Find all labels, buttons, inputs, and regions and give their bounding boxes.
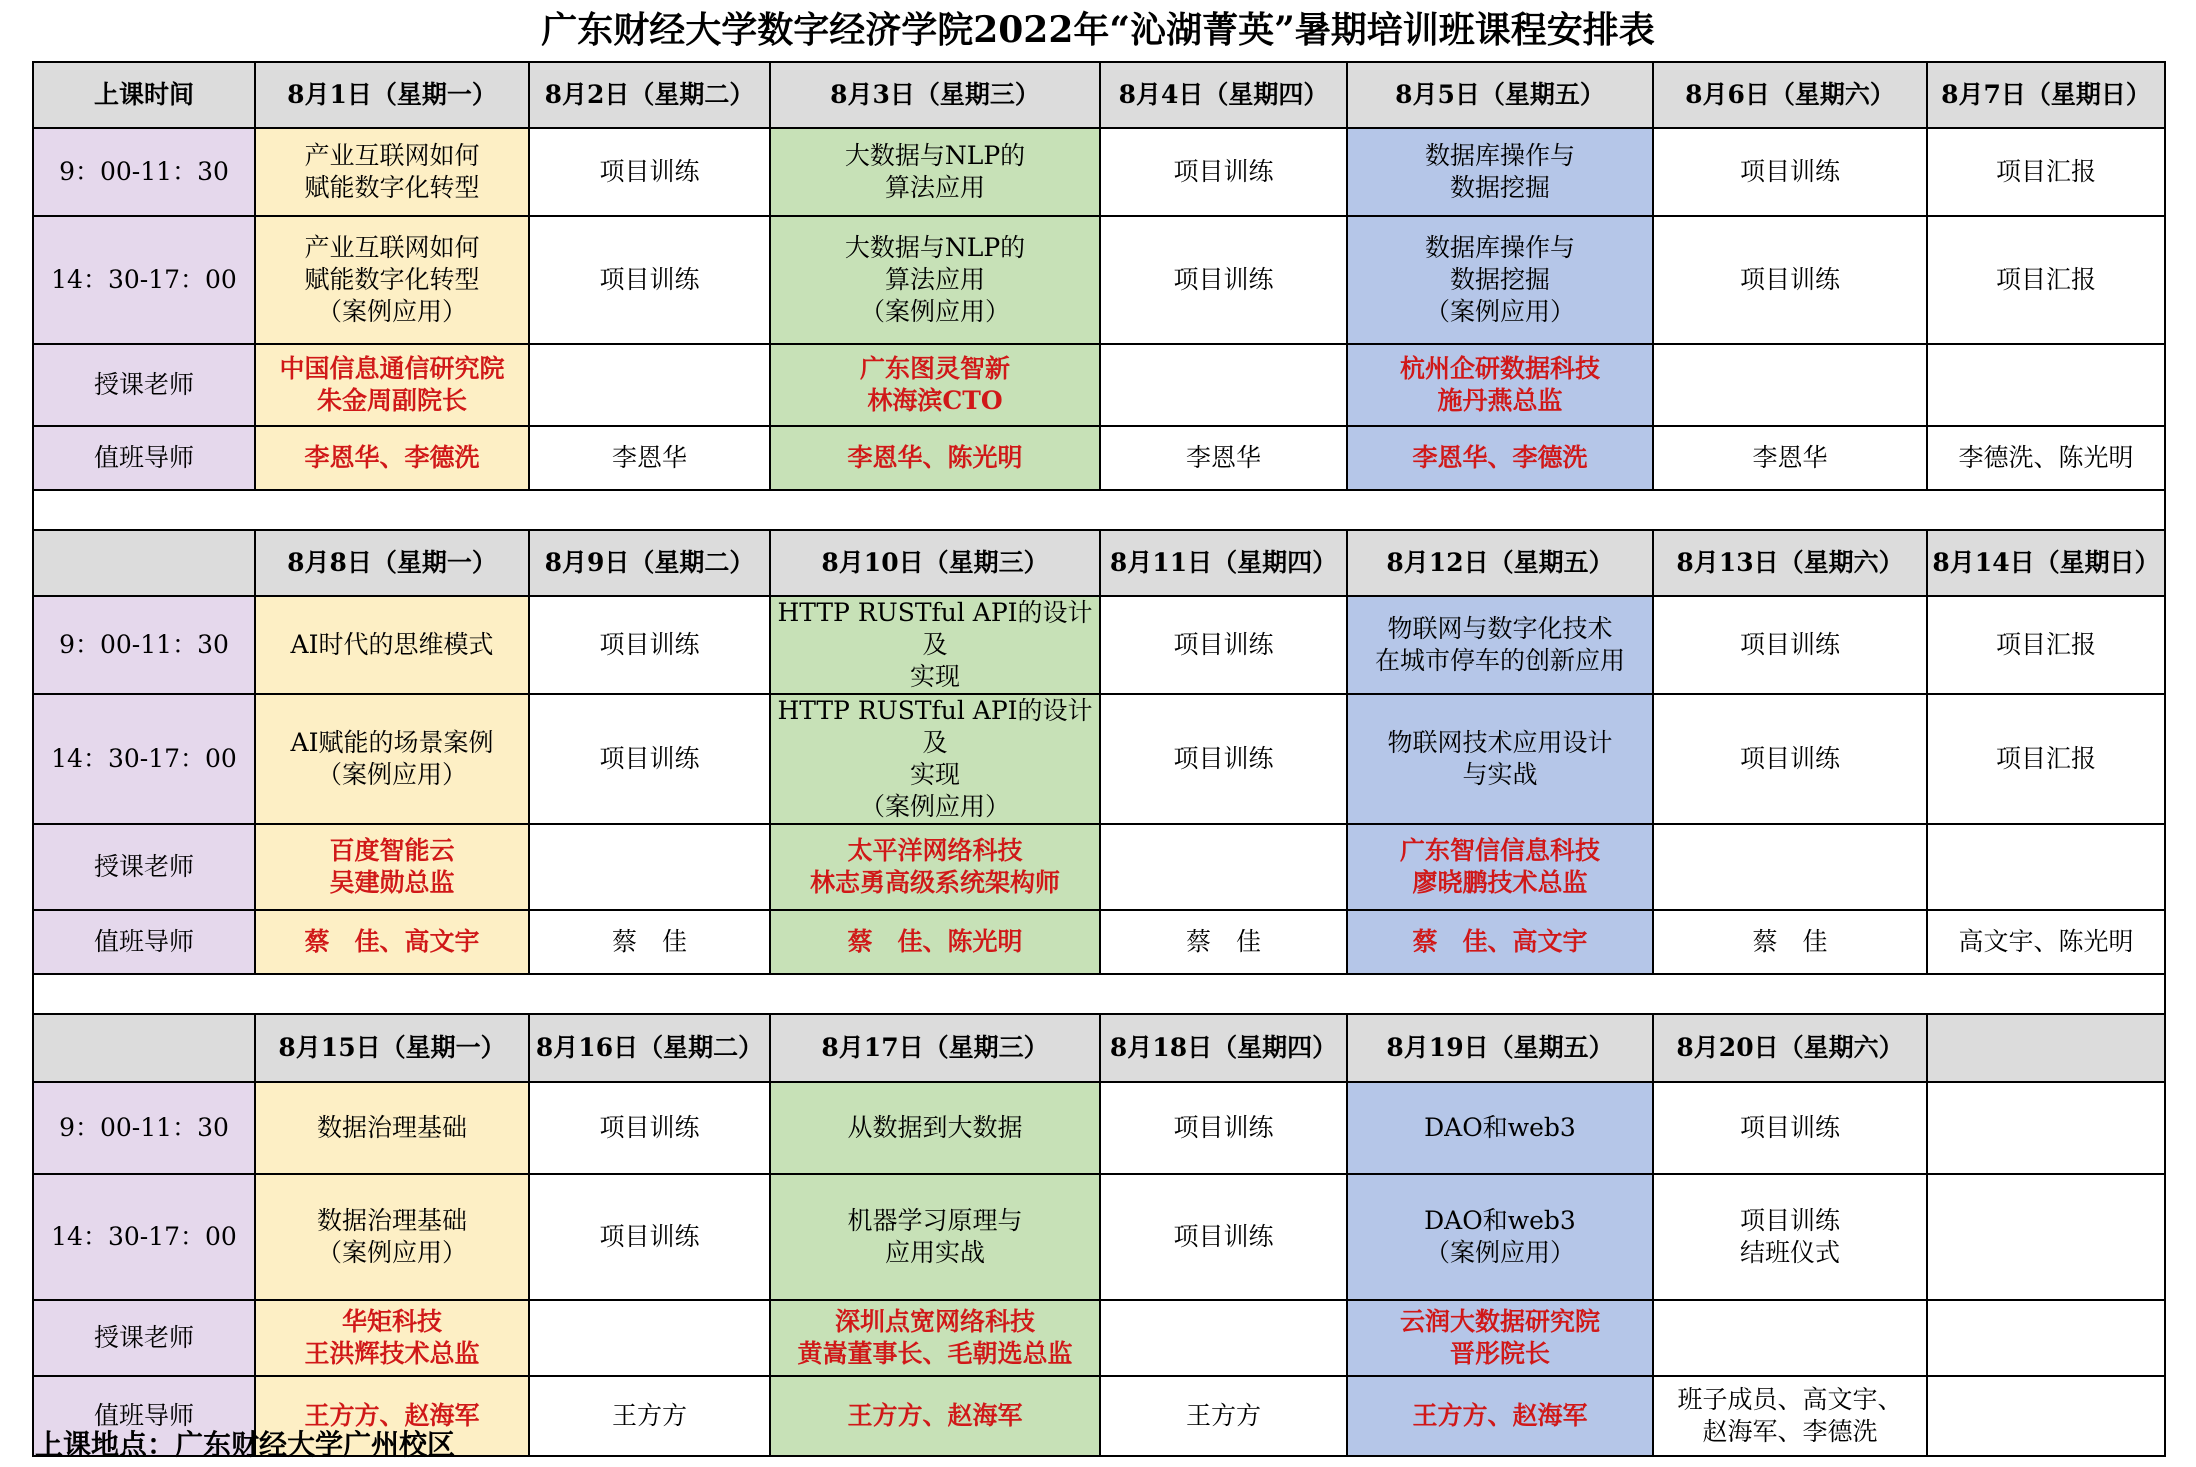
tutor-cell: 蔡 佳 xyxy=(1653,910,1927,974)
morning-label: 9：00-11：30 xyxy=(33,596,255,694)
date-cell: 8月14日（星期日） xyxy=(1927,530,2165,596)
afternoon-cell: 项目训练 结班仪式 xyxy=(1653,1174,1927,1300)
teacher-cell: 太平洋网络科技 林志勇高级系统架构师 xyxy=(770,824,1100,910)
tutor-cell: 蔡 佳、高文宇 xyxy=(255,910,529,974)
tutor-label: 值班导师 xyxy=(33,910,255,974)
morning-cell: 项目训练 xyxy=(1100,1082,1347,1174)
tutor-cell: 王方方 xyxy=(1100,1376,1347,1456)
morning-cell: 大数据与NLP的 算法应用 xyxy=(770,128,1100,216)
morning-cell: 数据治理基础 xyxy=(255,1082,529,1174)
afternoon-cell: 项目汇报 xyxy=(1927,216,2165,344)
teacher-cell xyxy=(1927,344,2165,426)
date-cell: 8月6日（星期六） xyxy=(1653,62,1927,128)
morning-cell: 数据库操作与 数据挖掘 xyxy=(1347,128,1653,216)
morning-row xyxy=(33,596,2165,694)
date-cell: 8月10日（星期三） xyxy=(770,530,1100,596)
morning-cell: 项目训练 xyxy=(529,128,770,216)
morning-cell xyxy=(1927,1082,2165,1174)
tutor-cell: 王方方 xyxy=(529,1376,770,1456)
afternoon-cell: 项目训练 xyxy=(529,694,770,824)
tutor-cell: 李恩华、李德洗 xyxy=(255,426,529,490)
time-header-cell xyxy=(33,1014,255,1082)
date-cell: 8月16日（星期二） xyxy=(529,1014,770,1082)
morning-cell: 项目汇报 xyxy=(1927,128,2165,216)
week-spacer-row xyxy=(33,974,2165,1014)
morning-cell: 项目汇报 xyxy=(1927,596,2165,694)
date-cell: 8月18日（星期四） xyxy=(1100,1014,1347,1082)
teacher-cell xyxy=(529,1300,770,1376)
morning-cell: DAO和web3 xyxy=(1347,1082,1653,1174)
week-spacer-row xyxy=(33,490,2165,530)
morning-cell: 产业互联网如何 赋能数字化转型 xyxy=(255,128,529,216)
time-header-cell: 上课时间 xyxy=(33,62,255,128)
time-header-cell xyxy=(33,530,255,596)
teacher-cell xyxy=(529,344,770,426)
spacer-cell xyxy=(33,490,2165,530)
tutor-cell: 李恩华 xyxy=(1100,426,1347,490)
teacher-cell xyxy=(1653,344,1927,426)
afternoon-cell: 数据治理基础 （案例应用） xyxy=(255,1174,529,1300)
teacher-cell: 广东智信信息科技 廖晓鹏技术总监 xyxy=(1347,824,1653,910)
afternoon-cell: 项目训练 xyxy=(529,1174,770,1300)
afternoon-cell: DAO和web3 （案例应用） xyxy=(1347,1174,1653,1300)
afternoon-cell: 数据库操作与 数据挖掘 （案例应用） xyxy=(1347,216,1653,344)
date-cell: 8月8日（星期一） xyxy=(255,530,529,596)
date-cell: 8月11日（星期四） xyxy=(1100,530,1347,596)
tutor-cell: 蔡 佳 xyxy=(529,910,770,974)
morning-row xyxy=(33,1082,2165,1174)
afternoon-cell: 项目训练 xyxy=(1653,216,1927,344)
afternoon-cell: 项目训练 xyxy=(1100,216,1347,344)
afternoon-cell: 项目训练 xyxy=(529,216,770,344)
morning-cell: AI时代的思维模式 xyxy=(255,596,529,694)
afternoon-cell: 项目汇报 xyxy=(1927,694,2165,824)
tutor-cell xyxy=(1927,1376,2165,1456)
tutor-label: 值班导师 xyxy=(33,1376,255,1456)
afternoon-row xyxy=(33,694,2165,824)
teacher-row xyxy=(33,1300,2165,1376)
date-cell: 8月12日（星期五） xyxy=(1347,530,1653,596)
date-cell: 8月15日（星期一） xyxy=(255,1014,529,1082)
teacher-cell: 杭州企研数据科技 施丹燕总监 xyxy=(1347,344,1653,426)
tutor-cell: 蔡 佳 xyxy=(1100,910,1347,974)
teacher-cell xyxy=(1653,1300,1927,1376)
date-header-row xyxy=(33,62,2165,128)
teacher-cell: 广东图灵智新 林海滨CTO xyxy=(770,344,1100,426)
teacher-cell xyxy=(1100,1300,1347,1376)
teacher-label: 授课老师 xyxy=(33,824,255,910)
afternoon-cell xyxy=(1927,1174,2165,1300)
tutor-cell: 蔡 佳、陈光明 xyxy=(770,910,1100,974)
tutor-cell: 李恩华 xyxy=(1653,426,1927,490)
morning-cell: 从数据到大数据 xyxy=(770,1082,1100,1174)
page-title: 广东财经大学数字经济学院2022年“沁湖菁英”暑期培训班课程安排表 xyxy=(541,9,1655,51)
tutor-cell: 王方方、赵海军 xyxy=(770,1376,1100,1456)
morning-cell: 项目训练 xyxy=(1653,596,1927,694)
tutor-cell: 李恩华 xyxy=(529,426,770,490)
teacher-row xyxy=(33,344,2165,426)
morning-cell: 项目训练 xyxy=(1653,128,1927,216)
morning-cell: 项目训练 xyxy=(1100,596,1347,694)
morning-cell: 项目训练 xyxy=(529,1082,770,1174)
morning-cell: 物联网与数字化技术 在城市停车的创新应用 xyxy=(1347,596,1653,694)
date-cell: 8月3日（星期三） xyxy=(770,62,1100,128)
afternoon-cell: HTTP RUSTful API的设计及 实现 （案例应用） xyxy=(770,694,1100,824)
afternoon-label: 14：30-17：00 xyxy=(33,694,255,824)
date-cell: 8月20日（星期六） xyxy=(1653,1014,1927,1082)
afternoon-cell: 产业互联网如何 赋能数字化转型 （案例应用） xyxy=(255,216,529,344)
teacher-label: 授课老师 xyxy=(33,344,255,426)
afternoon-cell: 物联网技术应用设计 与实战 xyxy=(1347,694,1653,824)
teacher-cell xyxy=(529,824,770,910)
schedule-table xyxy=(32,61,2166,1457)
date-cell: 8月2日（星期二） xyxy=(529,62,770,128)
date-cell: 8月9日（星期二） xyxy=(529,530,770,596)
morning-row xyxy=(33,128,2165,216)
afternoon-cell: 项目训练 xyxy=(1653,694,1927,824)
teacher-cell: 深圳点宽网络科技 黄嵩董事长、毛朝选总监 xyxy=(770,1300,1100,1376)
date-cell xyxy=(1927,1014,2165,1082)
teacher-cell: 云润大数据研究院 晋彤院长 xyxy=(1347,1300,1653,1376)
teacher-row xyxy=(33,824,2165,910)
spacer-cell xyxy=(33,974,2165,1014)
date-cell: 8月17日（星期三） xyxy=(770,1014,1100,1082)
teacher-cell: 华矩科技 王洪辉技术总监 xyxy=(255,1300,529,1376)
teacher-cell xyxy=(1927,1300,2165,1376)
afternoon-label: 14：30-17：00 xyxy=(33,1174,255,1300)
morning-cell: 项目训练 xyxy=(529,596,770,694)
tutor-cell: 高文宇、陈光明 xyxy=(1927,910,2165,974)
tutor-row xyxy=(33,910,2165,974)
date-cell: 8月4日（星期四） xyxy=(1100,62,1347,128)
date-header-row xyxy=(33,530,2165,596)
tutor-cell: 蔡 佳、高文宇 xyxy=(1347,910,1653,974)
date-cell: 8月1日（星期一） xyxy=(255,62,529,128)
tutor-label: 值班导师 xyxy=(33,426,255,490)
tutor-cell: 李恩华、李德洗 xyxy=(1347,426,1653,490)
afternoon-row xyxy=(33,1174,2165,1300)
date-cell: 8月13日（星期六） xyxy=(1653,530,1927,596)
afternoon-cell: 项目训练 xyxy=(1100,1174,1347,1300)
morning-cell: HTTP RUSTful API的设计及 实现 xyxy=(770,596,1100,694)
afternoon-row xyxy=(33,216,2165,344)
morning-cell: 项目训练 xyxy=(1653,1082,1927,1174)
afternoon-label: 14：30-17：00 xyxy=(33,216,255,344)
tutor-cell: 王方方、赵海军 xyxy=(255,1376,529,1456)
afternoon-cell: AI赋能的场景案例 （案例应用） xyxy=(255,694,529,824)
morning-cell: 项目训练 xyxy=(1100,128,1347,216)
teacher-cell xyxy=(1100,824,1347,910)
morning-label: 9：00-11：30 xyxy=(33,128,255,216)
teacher-cell xyxy=(1653,824,1927,910)
afternoon-cell: 项目训练 xyxy=(1100,694,1347,824)
date-cell: 8月7日（星期日） xyxy=(1927,62,2165,128)
teacher-cell: 中国信息通信研究院 朱金周副院长 xyxy=(255,344,529,426)
location-note: 上课地点：广东财经大学广州校区 xyxy=(35,1428,456,1461)
tutor-row xyxy=(33,426,2165,490)
teacher-cell: 百度智能云 吴建勋总监 xyxy=(255,824,529,910)
tutor-cell: 王方方、赵海军 xyxy=(1347,1376,1653,1456)
tutor-cell: 李德洗、陈光明 xyxy=(1927,426,2165,490)
date-cell: 8月19日（星期五） xyxy=(1347,1014,1653,1082)
tutor-cell: 班子成员、高文宇、 赵海军、李德洗 xyxy=(1653,1376,1927,1456)
morning-label: 9：00-11：30 xyxy=(33,1082,255,1174)
afternoon-cell: 机器学习原理与 应用实战 xyxy=(770,1174,1100,1300)
tutor-cell: 李恩华、陈光明 xyxy=(770,426,1100,490)
afternoon-cell: 大数据与NLP的 算法应用 （案例应用） xyxy=(770,216,1100,344)
teacher-label: 授课老师 xyxy=(33,1300,255,1376)
date-header-row xyxy=(33,1014,2165,1082)
teacher-cell xyxy=(1100,344,1347,426)
date-cell: 8月5日（星期五） xyxy=(1347,62,1653,128)
teacher-cell xyxy=(1927,824,2165,910)
